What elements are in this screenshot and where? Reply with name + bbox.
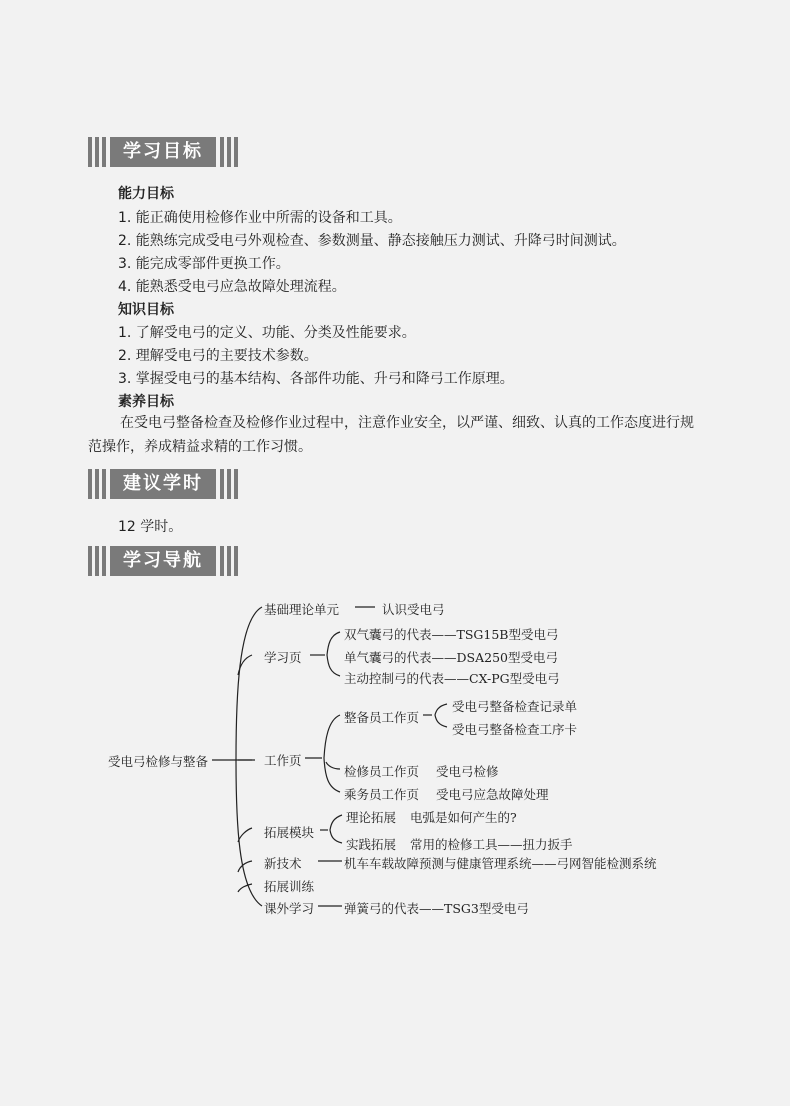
- mindmap-node: 受电弓整备检查记录单: [452, 699, 578, 714]
- mindmap-node: 新技术: [264, 856, 302, 871]
- ability-item: 1. 能正确使用检修作业中所需的设备和工具。: [118, 210, 402, 226]
- mindmap-node: 实践拓展: [346, 837, 397, 852]
- knowledge-heading: 知识目标: [118, 302, 174, 318]
- mindmap-node: 认识受电弓: [382, 602, 445, 617]
- ability-item: 3. 能完成零部件更换工作。: [118, 256, 290, 272]
- hours-text: 12 学时。: [118, 519, 183, 535]
- mindmap-node: 整备员工作页: [344, 710, 420, 725]
- ability-item: 4. 能熟悉受电弓应急故障处理流程。: [118, 279, 346, 295]
- mindmap-root: 受电弓检修与整备: [108, 754, 209, 769]
- section-title: 学习目标: [123, 141, 203, 162]
- section-title: 学习导航: [123, 550, 203, 571]
- mindmap-node: 受电弓应急故障处理: [436, 787, 549, 802]
- quality-paragraph: 在受电弓整备检查及检修作业过程中，注意作业安全，以严谨、细致、认真的工作态度进行规范操作，养成精益求精的工作习惯。: [88, 415, 694, 455]
- knowledge-item: 3. 掌握受电弓的基本结构、各部件功能、升弓和降弓工作原理。: [118, 371, 514, 387]
- mindmap-node: 受电弓检修: [436, 764, 499, 779]
- knowledge-item: 2. 理解受电弓的主要技术参数。: [118, 348, 318, 364]
- ability-item: 2. 能熟练完成受电弓外观检查、参数测量、静态接触压力测试、升降弓时间测试。: [118, 233, 626, 249]
- mindmap-node: 拓展模块: [264, 825, 315, 840]
- mindmap-node: 理论拓展: [346, 810, 397, 825]
- knowledge-item: 1. 了解受电弓的定义、功能、分类及性能要求。: [118, 325, 416, 341]
- mindmap-node: 电弧是如何产生的?: [410, 810, 517, 825]
- mindmap-node: 机车车载故障预测与健康管理系统——弓网智能检测系统: [344, 856, 657, 871]
- mindmap-node: 受电弓整备检查工序卡: [452, 722, 578, 737]
- mindmap-node: 工作页: [264, 753, 302, 768]
- ability-heading: 能力目标: [118, 186, 174, 202]
- mindmap-node: 检修员工作页: [344, 764, 420, 779]
- mindmap-node: 基础理论单元: [264, 602, 340, 617]
- mindmap-node: 弹簧弓的代表——TSG3型受电弓: [344, 901, 529, 916]
- mindmap-node: 常用的检修工具——扭力扳手: [410, 837, 573, 852]
- quality-heading: 素养目标: [118, 394, 174, 410]
- section-title: 建议学时: [123, 473, 203, 494]
- mindmap-node: 课外学习: [264, 901, 315, 916]
- mindmap-node: 拓展训练: [264, 879, 315, 894]
- mindmap-node: 学习页: [264, 650, 302, 665]
- mindmap-node: 双气囊弓的代表——TSG15B型受电弓: [344, 627, 559, 642]
- mindmap-node: 乘务员工作页: [344, 787, 420, 802]
- mindmap-node: 单气囊弓的代表——DSA250型受电弓: [344, 650, 558, 665]
- mindmap-node: 主动控制弓的代表——CX-PG型受电弓: [344, 671, 560, 686]
